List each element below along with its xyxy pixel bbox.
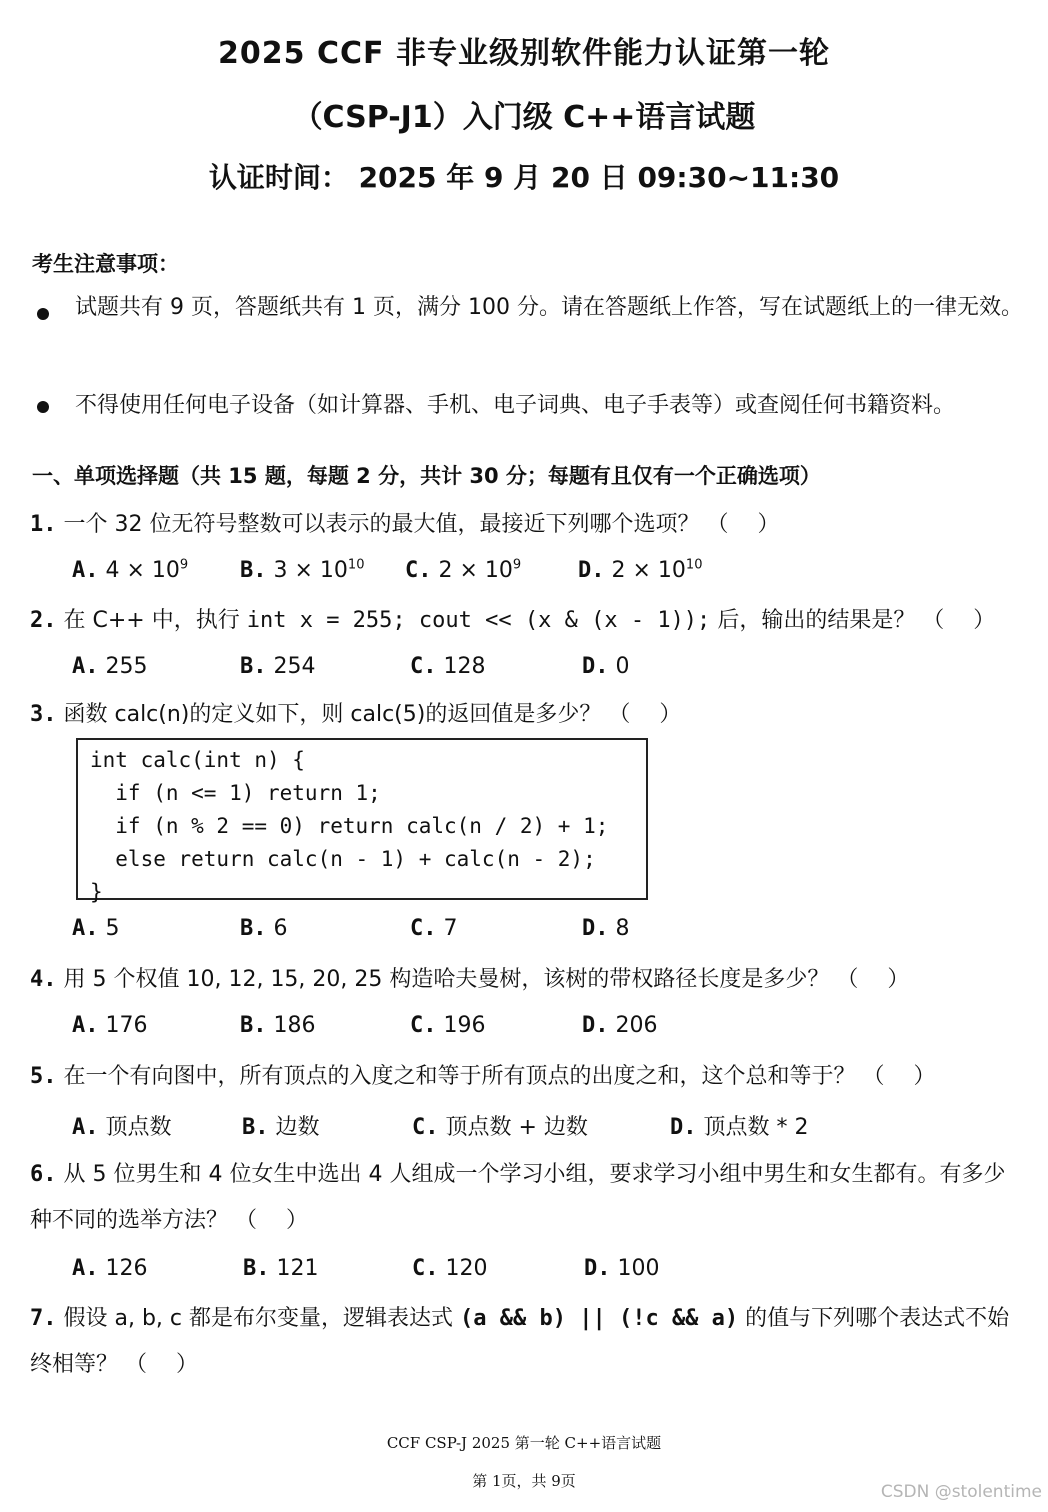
question-6 xyxy=(30,1152,1025,1244)
page-number: 第 1页，共 9页 xyxy=(472,1472,576,1490)
option-d: D. $2 \times 10^{10}$ xyxy=(578,557,703,583)
option-a: A. 126 xyxy=(72,1256,148,1281)
option-d: D. 206 xyxy=(582,1013,658,1038)
watermark: CSDN @stolentime xyxy=(880,1482,1042,1502)
code-line: if (n % 2 == 0) return calc(n / 2) + 1; xyxy=(90,814,609,838)
question-3 xyxy=(30,692,1025,738)
page-footer-title: CCF CSP-J 2025 第一轮 C++语言试题 xyxy=(386,1434,662,1452)
exam-title: 2025 CCF 非专业级别软件能力认证第一轮 xyxy=(218,36,830,71)
question-number: 4. xyxy=(30,967,57,992)
question-1 xyxy=(30,502,1025,548)
code-line: else return calc(n - 1) + calc(n - 2); xyxy=(90,847,596,871)
option-b: B. 254 xyxy=(240,654,316,679)
question-text: 用 5 个权值 10, 12, 15, 20, 25 构造哈夫曼树，该树的带权路径长度是多少？ （ ） xyxy=(63,967,910,992)
question-7 xyxy=(30,1296,1025,1388)
inline-code: (a && b) || (!c && a) xyxy=(460,1306,739,1331)
option-b: B. $3 \times 10^{10}$ xyxy=(240,557,365,583)
option-b: B. 186 xyxy=(240,1013,316,1038)
notice-item: 试题共有 9 页，答题纸共有 1 页，满分 100 分。请在答题纸上作答，写在试题纸上的一律无效。 xyxy=(75,295,1023,320)
question-number: 5. xyxy=(30,1064,57,1089)
code-block xyxy=(76,738,648,904)
option-d: D. 顶点数 * 2 xyxy=(670,1115,809,1140)
option-c: C. 196 xyxy=(410,1013,486,1038)
exam-subtitle: （CSP-J1）入门级 C++语言试题 xyxy=(292,100,756,135)
option-a: A. 176 xyxy=(72,1013,148,1038)
option-b: B. 边数 xyxy=(242,1115,320,1140)
question-number: 3. xyxy=(30,702,57,727)
notice-item: 不得使用任何电子设备（如计算器、手机、电子词典、电子手表等）或查阅任何书籍资料。 xyxy=(75,393,956,418)
option-a: A. 顶点数 xyxy=(72,1115,172,1140)
option-c: C. 顶点数 + 边数 xyxy=(412,1115,588,1140)
question-text: 假设 a, b, c 都是布尔变量，逻辑表达式 xyxy=(63,1306,454,1331)
question-text: 函数 calc(n)的定义如下，则 calc(5)的返回值是多少？ （ ） xyxy=(63,702,682,727)
question-4 xyxy=(30,957,1025,1003)
bullet-icon xyxy=(37,308,49,320)
code-line: } xyxy=(90,880,103,904)
option-d: D. 8 xyxy=(582,916,630,941)
option-a: A. 255 xyxy=(72,654,148,679)
option-a: A. 5 xyxy=(72,916,120,941)
question-2 xyxy=(30,598,1025,644)
question-text: 后，输出的结果是？ （ ） xyxy=(717,608,996,633)
question-5 xyxy=(30,1054,1025,1100)
option-b: B. 6 xyxy=(240,916,288,941)
exam-time: 认证时间： 2025 年 9 月 20 日 09:30~11:30 xyxy=(208,161,840,194)
notice-heading: 考生注意事项： xyxy=(32,252,179,276)
code-line: if (n <= 1) return 1; xyxy=(90,781,381,805)
inline-code: int x = 255; cout << (x & (x - 1)); xyxy=(246,608,711,633)
question-number: 2. xyxy=(30,608,57,633)
option-b: B. 121 xyxy=(243,1256,319,1281)
option-c: C. 120 xyxy=(412,1256,488,1281)
section-heading: 一、单项选择题（共 15 题，每题 2 分，共计 30 分；每题有且仅有一个正确选项） xyxy=(32,464,821,488)
question-number: 1. xyxy=(30,512,57,537)
question-text: 的值与下列哪个表达式不始终相等？ （ ） xyxy=(30,1306,1010,1377)
bullet-icon xyxy=(37,401,49,413)
option-d: D. 0 xyxy=(582,654,630,679)
question-number: 7. xyxy=(30,1306,57,1331)
option-c: C. 7 xyxy=(410,916,458,941)
question-text: 从 5 位男生和 4 位女生中选出 4 人组成一个学习小组，要求学习小组中男生和女生都有。有多少种不同的选举方法？ （ ） xyxy=(30,1162,1006,1233)
question-text: 在 C++ 中，执行 xyxy=(63,608,240,633)
option-c: C. 128 xyxy=(410,654,486,679)
question-text: 一个 32 位无符号整数可以表示的最大值，最接近下列哪个选项？ （ ） xyxy=(63,512,780,537)
code-line: int calc(int n) { xyxy=(90,748,305,772)
option-a: A. $4 \times 10^9$ xyxy=(72,557,189,583)
option-d: D. 100 xyxy=(584,1256,660,1281)
question-number: 6. xyxy=(30,1162,57,1187)
option-c: C. $2 \times 10^9$ xyxy=(405,557,522,583)
question-text: 在一个有向图中，所有顶点的入度之和等于所有顶点的出度之和，这个总和等于？ （ ） xyxy=(63,1064,936,1089)
